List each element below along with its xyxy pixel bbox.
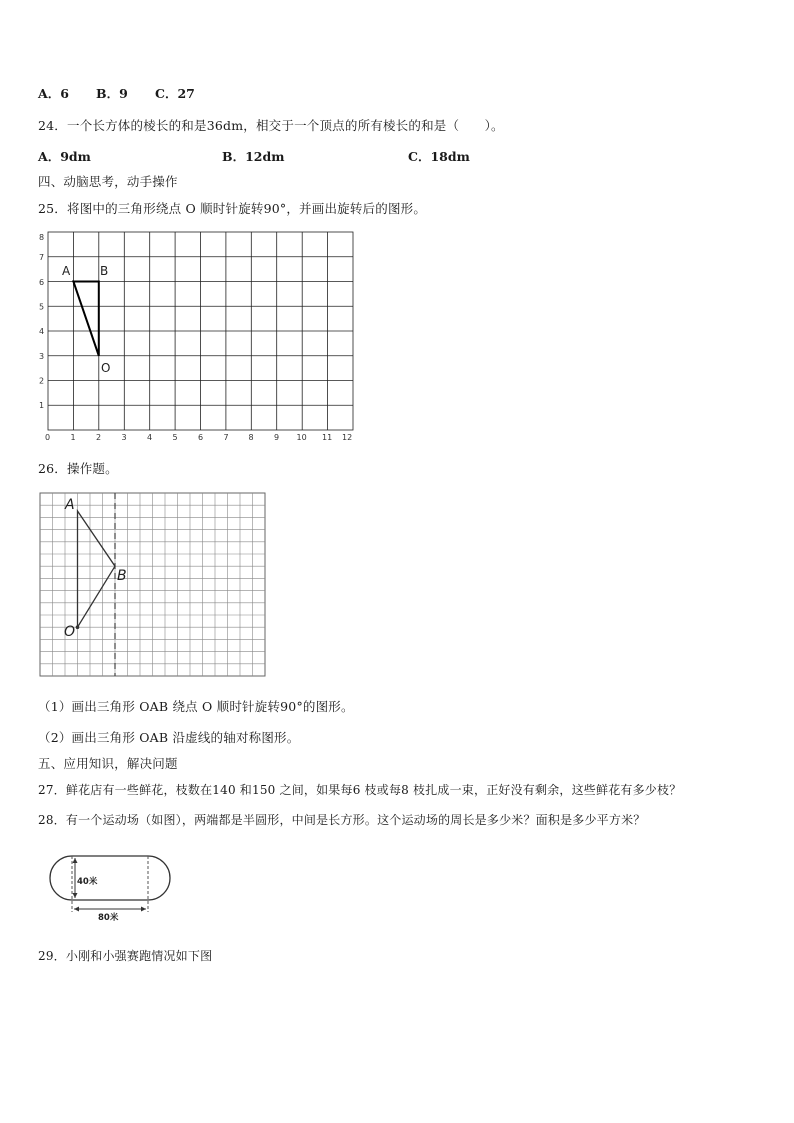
section-4-heading: 四、动脑思考，动手操作 <box>38 174 178 189</box>
q25-grid <box>48 232 353 430</box>
q26-sub1: （1）画出三角形 OAB 绕点 O 顺时针旋转90°的图形。 <box>38 699 354 714</box>
y-tick-8: 8 <box>39 233 45 242</box>
q23-option-c: C．27 <box>155 86 195 101</box>
q24-text: 24．一个长方体的棱长的和是36dm，相交于一个顶点的所有棱长的和是（ ）。 <box>38 118 504 133</box>
y-tick-5: 5 <box>39 302 45 312</box>
q29-text: 29．小刚和小强赛跑情况如下图 <box>38 949 213 963</box>
q28-track-figure <box>46 852 176 924</box>
q26-point-o <box>76 625 80 629</box>
q28-length-label: 80米 <box>98 913 119 923</box>
q27-text: 27．鲜花店有一些鲜花，枝数在140 和150 之间，如果每6 枝或每8 枝扎成一束，正好没有剩余，这些鲜花有多少枝？ <box>38 783 682 797</box>
q24-option-b: B．12dm <box>222 149 285 164</box>
q24-option-a: A．9dm <box>38 149 91 164</box>
x-tick-0: 0 <box>45 433 51 442</box>
x-tick-3: 3 <box>121 433 127 442</box>
section-5-heading: 五、应用知识，解决问题 <box>38 756 178 771</box>
q24-option-c: C．18dm <box>408 149 470 164</box>
q23-option-a: A．6 <box>38 86 69 101</box>
x-tick-2: 2 <box>96 433 102 442</box>
q26-triangle <box>78 511 116 627</box>
x-tick-7: 7 <box>223 433 229 442</box>
q28-text: 28．有一个运动场（如图），两端都是半圆形，中间是长方形。这个运动场的周长是多少米？面积是多少平方米？ <box>38 813 646 827</box>
x-tick-6: 6 <box>198 433 204 442</box>
q28-width-label: 40米 <box>77 877 98 887</box>
x-tick-12: 12 <box>342 433 353 442</box>
x-tick-10: 10 <box>296 433 307 442</box>
y-tick-3: 3 <box>39 352 45 361</box>
x-tick-8: 8 <box>248 433 254 442</box>
q25-text: 25．将图中的三角形绕点 O 顺时针旋转90°，并画出旋转后的图形。 <box>38 201 427 216</box>
q25-label-o: O <box>101 361 111 375</box>
q23-option-b: B．9 <box>96 86 128 101</box>
q26-grid-figure <box>38 491 268 679</box>
x-tick-9: 9 <box>274 433 280 442</box>
y-tick-1: 1 <box>39 401 45 410</box>
y-tick-2: 2 <box>39 376 45 386</box>
q26-text: 26．操作题。 <box>38 461 118 476</box>
q28-track-outline <box>50 856 170 900</box>
y-tick-6: 6 <box>39 278 45 287</box>
q26-label-o: O <box>64 624 76 640</box>
x-tick-11: 11 <box>322 433 333 442</box>
q26-grid <box>40 493 265 676</box>
q25-label-b: B <box>100 264 109 278</box>
x-tick-5: 5 <box>172 433 178 442</box>
q25-triangle <box>73 282 98 356</box>
x-tick-4: 4 <box>147 433 153 442</box>
y-tick-7: 7 <box>39 253 45 262</box>
q26-sub2: （2）画出三角形 OAB 沿虚线的轴对称图形。 <box>38 730 300 745</box>
y-tick-4: 4 <box>39 327 45 336</box>
q25-label-a: A <box>62 264 71 278</box>
x-tick-1: 1 <box>70 433 76 442</box>
q25-grid-figure <box>36 228 358 444</box>
q26-label-b: B <box>117 568 127 584</box>
q26-label-a: A <box>65 497 75 513</box>
